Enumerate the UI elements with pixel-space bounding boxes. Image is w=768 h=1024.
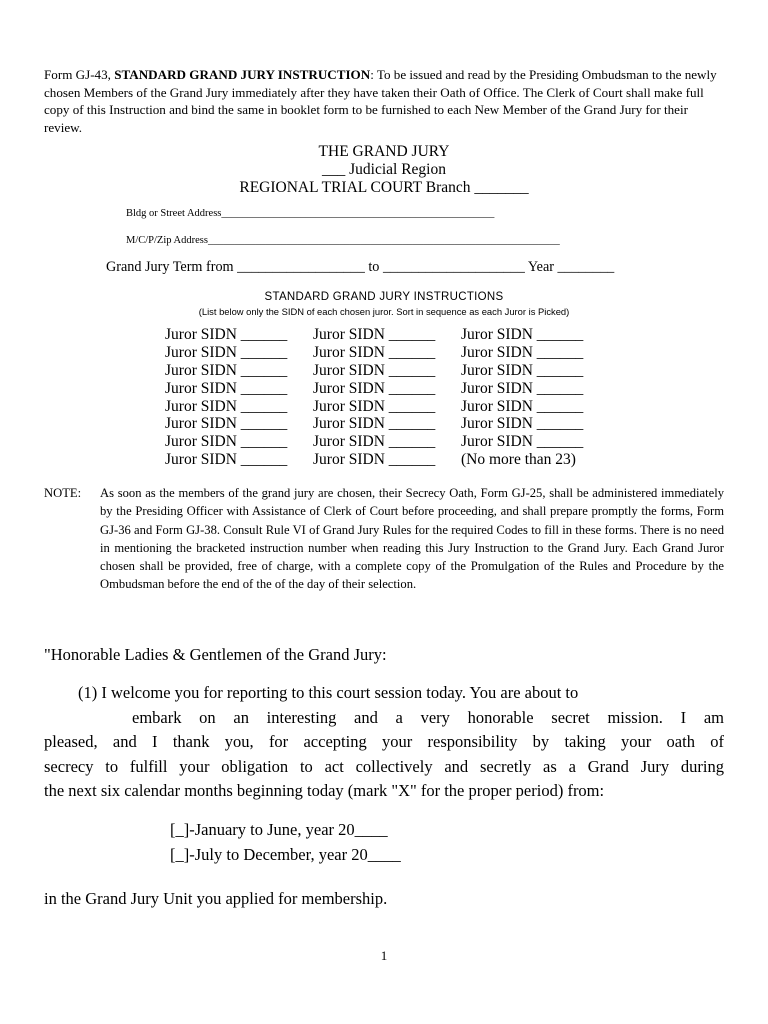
- juror-field: Juror SIDN ______: [461, 326, 584, 343]
- header-judicial-region: ___ Judicial Region: [322, 161, 446, 178]
- note-label: NOTE:: [44, 486, 82, 500]
- juror-field: Juror SIDN ______: [165, 361, 288, 379]
- juror-field: Juror SIDN ______: [313, 326, 436, 343]
- juror-field: Juror SIDN ______: [165, 415, 288, 433]
- juror-field: Juror SIDN ______: [165, 433, 288, 451]
- juror-field: Juror SIDN ______: [165, 326, 288, 343]
- period-options: [170, 818, 401, 867]
- grand-jury-term-line: Grand Jury Term from __________________ to ____________________ Year ________: [106, 259, 615, 275]
- juror-field: Juror SIDN ______: [461, 361, 584, 379]
- option-january-june: [_]-January to June, year 20____: [170, 820, 388, 839]
- juror-field: Juror SIDN ______: [313, 451, 436, 469]
- closing-line: in the Grand Jury Unit you applied for membership.: [44, 889, 388, 908]
- juror-field: Juror SIDN ______: [313, 433, 436, 451]
- paragraph-line: (1) I welcome you for reporting to this court session today. You are about to: [78, 683, 579, 702]
- juror-field: Juror SIDN ______: [165, 343, 288, 361]
- form-title: STANDARD GRAND JURY INSTRUCTION: [114, 67, 371, 82]
- juror-field: Juror SIDN ______: [461, 433, 584, 451]
- juror-row: [165, 433, 583, 451]
- paragraph-line: secrecy to fulfill your obligation to act collectively and secretly as a Grand Jury during: [44, 756, 724, 776]
- juror-field: Juror SIDN ______: [313, 361, 436, 379]
- header-court-branch: REGIONAL TRIAL COURT Branch _______: [239, 179, 529, 196]
- paragraph-line: pleased, and I thank you, for accepting your responsibility by taking your oath of: [44, 732, 724, 751]
- paragraph-line: embark on an interesting and a very honorable secret mission. I am: [132, 707, 724, 727]
- juror-row: [165, 451, 583, 469]
- instructions-title: STANDARD GRAND JURY INSTRUCTIONS: [264, 291, 504, 303]
- juror-row: [165, 344, 583, 362]
- page-number: 1: [380, 948, 388, 963]
- note-text: As soon as the members of the grand jury are chosen, their Secrecy Oath, Form GJ-25, shall be administered immediately by the Presiding Officer with Assistance of Clerk of Court before proceeding, and shall prepare promptly the forms, Form GJ-36 and Form GJ-38. Consult Rule VI of Grand Jury Rules for the required Codes to fill in these forms. There is no need in mentioning the bracketed instruction number when reading this Jury Instruction to the Grand Jury. Each Grand Juror chosen shall be provided, free of charge, with a complete copy of the Promulgation of the Rules and Procedure by the Ombudsman before the end of the of the day of their selection.: [100, 486, 724, 592]
- street-address-line: Bldg or Street Address____________________________________________________: [126, 208, 495, 219]
- juror-field: Juror SIDN ______: [313, 379, 436, 397]
- form-intro-text: : To be issued and read by the Presiding Ombudsman to the newly chosen Members of the Grand Jury immediately after they have taken their Oath of Office. The Clerk of Court shall make full copy of this Instruction and bind the same in booklet form to be furnished to each New Member of the Grand Jury for their review.: [44, 67, 717, 135]
- juror-row: [165, 415, 583, 433]
- juror-field: Juror SIDN ______: [313, 415, 436, 433]
- paragraph-line: the next six calendar months beginning today (mark "X" for the proper period) from:: [44, 781, 605, 800]
- juror-field: Juror SIDN ______: [165, 451, 288, 469]
- greeting: "Honorable Ladies & Gentlemen of the Grand Jury:: [44, 645, 387, 664]
- juror-field: Juror SIDN ______: [461, 343, 584, 361]
- form-intro: [44, 66, 724, 136]
- juror-field: Juror SIDN ______: [461, 415, 584, 433]
- header-grand-jury: THE GRAND JURY: [318, 143, 450, 160]
- juror-field: Juror SIDN ______: [313, 343, 436, 361]
- juror-limit-note: (No more than 23): [461, 451, 576, 469]
- juror-row: [165, 380, 583, 398]
- juror-row: [165, 398, 583, 416]
- juror-field: Juror SIDN ______: [165, 379, 288, 397]
- instructions-subtitle: (List below only the SIDN of each chosen juror. Sort in sequence as each Juror is Picked): [198, 306, 570, 317]
- juror-sidn-list: [165, 326, 583, 469]
- juror-field: Juror SIDN ______: [313, 397, 436, 415]
- zip-address-line: M/C/P/Zip Address___________________________________________________________________: [126, 235, 560, 246]
- juror-field: Juror SIDN ______: [461, 379, 584, 397]
- juror-field: Juror SIDN ______: [461, 397, 584, 415]
- juror-row: [165, 362, 583, 380]
- juror-row: [165, 326, 583, 344]
- welcome-paragraph: [44, 681, 724, 804]
- form-number: Form GJ-43,: [44, 67, 111, 82]
- juror-field: Juror SIDN ______: [165, 397, 288, 415]
- option-july-december: [_]-July to December, year 20____: [170, 844, 401, 864]
